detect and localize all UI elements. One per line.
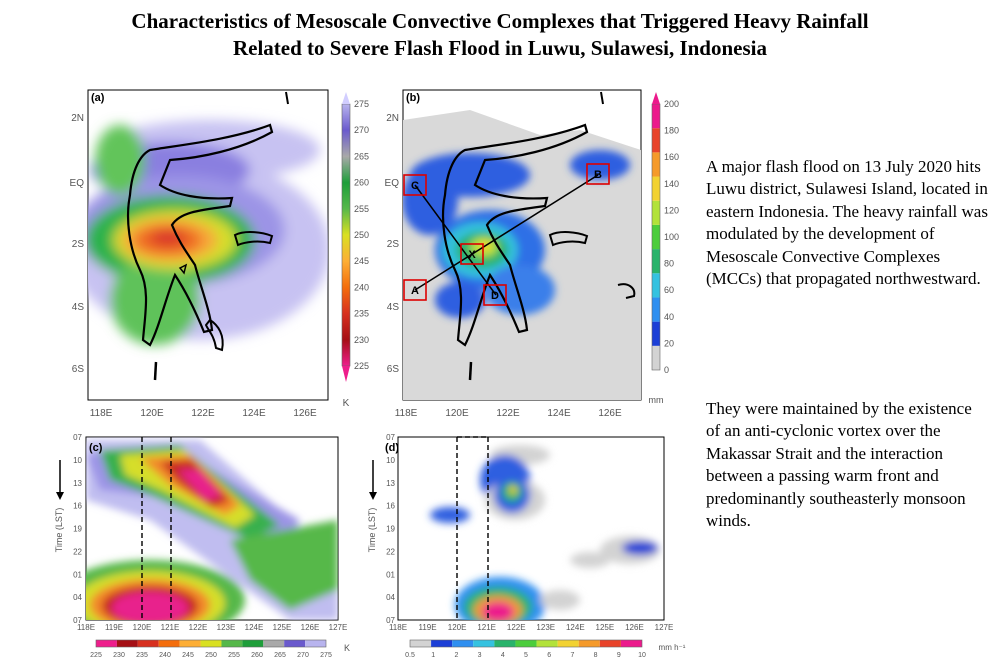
panel-d-colorbar bbox=[405, 640, 686, 659]
panel-a-label: (a) bbox=[91, 92, 105, 104]
box-label-d: D bbox=[491, 290, 499, 302]
time-tick: 22 bbox=[73, 547, 82, 557]
lat-tick: 2N bbox=[71, 113, 84, 124]
colorbar-c-unit: K bbox=[343, 643, 351, 653]
colorbar-tick: 245 bbox=[354, 256, 370, 267]
colorbar-tick: 235 bbox=[354, 308, 370, 319]
colorbar-tick: 250 bbox=[205, 652, 217, 659]
lon-tick: 126E bbox=[293, 408, 317, 419]
lon-tick: 121E bbox=[160, 623, 180, 632]
time-tick: 10 bbox=[386, 455, 395, 465]
lon-tick: 120E bbox=[447, 623, 467, 632]
lat-tick: 4S bbox=[71, 302, 84, 313]
colorbar-segment bbox=[652, 273, 660, 297]
colorbar-segment bbox=[652, 322, 660, 346]
summary-paragraph-2: They were maintained by the existence of an anti-cyclonic vortex over the Makassar Strait and the interaction between a passing warm front and predominantly southeasterly monsoon winds. bbox=[706, 399, 972, 531]
colorbar-segment bbox=[201, 640, 222, 647]
time-tick: 19 bbox=[73, 524, 82, 534]
colorbar-segment bbox=[621, 640, 642, 647]
colorbar-tick: 3 bbox=[477, 652, 482, 659]
colorbar-tick: 225 bbox=[354, 361, 370, 371]
colorbar-segment bbox=[263, 640, 284, 647]
colorbar-segment bbox=[96, 640, 117, 647]
time-tick: 22 bbox=[386, 547, 395, 557]
lon-tick: 125E bbox=[272, 623, 292, 632]
colorbar-segment bbox=[159, 640, 180, 647]
colorbar-tick: 230 bbox=[113, 652, 125, 659]
lat-tick: EQ bbox=[384, 178, 399, 189]
panel-a-lat-ticks bbox=[70, 113, 85, 375]
time-tick: 16 bbox=[73, 501, 82, 511]
lon-tick: 120E bbox=[140, 408, 164, 419]
colorbar-tick: 80 bbox=[664, 258, 675, 269]
colorbar-segment bbox=[494, 640, 515, 647]
time-tick: 07 bbox=[73, 616, 82, 625]
colorbar-tick: 60 bbox=[664, 285, 675, 296]
lon-tick: 124E bbox=[244, 623, 264, 632]
box-label-c: C bbox=[411, 180, 419, 192]
colorbar-tick: 120 bbox=[664, 205, 680, 216]
lon-tick: 120E bbox=[445, 408, 469, 419]
colorbar-tick: 230 bbox=[354, 334, 370, 345]
lon-tick: 127E bbox=[328, 623, 348, 632]
colorbar-segment bbox=[652, 177, 660, 201]
title-line-1: Characteristics of Mesoscale Convective Complexes that Triggered Heavy Rainfall bbox=[131, 9, 869, 33]
colorbar-tick: 260 bbox=[354, 177, 370, 188]
lon-tick: 119E bbox=[418, 623, 437, 632]
colorbar-tick: 100 bbox=[664, 232, 680, 242]
lon-tick: 118E bbox=[89, 408, 113, 419]
colorbar-segment bbox=[180, 640, 201, 647]
colorbar-tick: 0 bbox=[664, 365, 670, 375]
colorbar-segment bbox=[221, 640, 242, 647]
colorbar-tick: 275 bbox=[320, 652, 332, 659]
colorbar-segment bbox=[652, 152, 660, 176]
colorbar-tick: 200 bbox=[664, 99, 680, 109]
panel-c-hovmoller bbox=[54, 433, 347, 640]
colorbar-tick: 255 bbox=[354, 203, 370, 214]
colorbar-segment bbox=[652, 346, 660, 370]
colorbar-tick: 160 bbox=[664, 152, 680, 163]
colorbar-tick: 6 bbox=[547, 652, 552, 659]
colorbar-segment bbox=[305, 640, 326, 647]
box-label-b: B bbox=[594, 169, 602, 181]
box-label-x: X bbox=[468, 249, 476, 261]
colorbar-tick: 1 bbox=[431, 652, 436, 659]
lon-tick: 122E bbox=[496, 408, 520, 419]
colorbar-segment bbox=[652, 225, 660, 249]
panel-b-map bbox=[385, 90, 641, 419]
colorbar-segment bbox=[652, 128, 660, 152]
lon-tick: 124E bbox=[565, 623, 585, 632]
time-tick: 07 bbox=[386, 616, 395, 625]
colorbar-segment bbox=[473, 640, 494, 647]
lat-tick: 2N bbox=[386, 113, 399, 124]
time-tick: 13 bbox=[386, 478, 395, 488]
colorbar-tick: 180 bbox=[664, 125, 680, 136]
lon-tick: 124E bbox=[242, 408, 266, 419]
lat-tick: 2S bbox=[386, 239, 399, 250]
panel-d-hovmoller bbox=[367, 433, 673, 633]
panel-d-label: (d) bbox=[385, 442, 400, 454]
colorbar-a-unit: K bbox=[342, 398, 350, 409]
colorbar-tick: 4 bbox=[500, 652, 505, 659]
lon-tick: 126E bbox=[625, 623, 644, 632]
panel-c-label: (c) bbox=[89, 442, 103, 454]
lon-tick: 122E bbox=[188, 623, 208, 632]
colorbar-segment bbox=[652, 297, 660, 321]
colorbar-segment bbox=[431, 640, 452, 647]
lon-tick: 126E bbox=[598, 408, 622, 419]
time-tick: 10 bbox=[73, 455, 82, 465]
lat-tick: 6S bbox=[386, 364, 399, 375]
panel-c-time-label: Time (LST) bbox=[54, 507, 64, 553]
colorbar-tick: 270 bbox=[297, 652, 309, 659]
lon-tick: 127E bbox=[654, 623, 674, 632]
colorbar-tick: 250 bbox=[354, 230, 370, 240]
time-tick: 13 bbox=[73, 478, 82, 488]
lon-tick: 118E bbox=[76, 623, 96, 632]
lat-tick: 6S bbox=[71, 364, 84, 375]
panel-a-colorbar bbox=[342, 92, 369, 409]
colorbar-tick: 265 bbox=[274, 652, 286, 659]
colorbar-tick: 225 bbox=[90, 652, 102, 659]
colorbar-tick: 245 bbox=[182, 652, 194, 659]
panel-a-lon-ticks bbox=[90, 408, 317, 419]
colorbar-segment bbox=[452, 640, 473, 647]
colorbar-tick: 255 bbox=[228, 652, 240, 659]
colorbar-tick: 5 bbox=[524, 652, 528, 659]
time-tick: 16 bbox=[386, 501, 395, 511]
lon-tick: 123E bbox=[536, 623, 556, 632]
colorbar-tick: 140 bbox=[664, 178, 680, 189]
panel-a-map bbox=[70, 90, 330, 419]
colorbar-tick: 2 bbox=[454, 652, 459, 659]
time-tick: 19 bbox=[386, 524, 395, 534]
panel-c-colorbar bbox=[90, 640, 350, 659]
time-tick: 07 bbox=[73, 433, 82, 442]
colorbar-segment bbox=[558, 640, 579, 647]
colorbar-tick: 7 bbox=[570, 652, 575, 659]
time-tick: 01 bbox=[73, 570, 82, 580]
colorbar-tick: 240 bbox=[159, 652, 171, 659]
colorbar-tick: 10 bbox=[638, 652, 646, 659]
lon-tick: 122E bbox=[191, 408, 215, 419]
colorbar-tick: 9 bbox=[616, 652, 621, 659]
panel-b-label: (b) bbox=[406, 92, 421, 104]
colorbar-segment bbox=[652, 249, 660, 273]
colorbar-segment bbox=[284, 640, 305, 647]
lon-tick: 125E bbox=[595, 623, 615, 632]
lon-tick: 121E bbox=[477, 623, 497, 632]
colorbar-segment bbox=[242, 640, 263, 647]
panel-b-lon-ticks bbox=[395, 408, 622, 419]
lon-tick: 120E bbox=[132, 623, 152, 632]
colorbar-tick: 8 bbox=[593, 652, 598, 659]
lon-tick: 122E bbox=[506, 623, 526, 632]
colorbar-tick: 235 bbox=[136, 652, 148, 659]
colorbar-tick: 0.5 bbox=[405, 652, 415, 659]
lon-tick: 118E bbox=[394, 408, 418, 419]
colorbar-tick: 40 bbox=[664, 311, 675, 322]
colorbar-segment bbox=[652, 104, 660, 128]
colorbar-tick: 240 bbox=[354, 282, 370, 293]
panel-b-lat-ticks bbox=[385, 113, 400, 375]
panel-b-colorbar bbox=[649, 92, 680, 405]
lon-tick: 126E bbox=[300, 623, 320, 632]
lon-tick: 119E bbox=[104, 623, 124, 632]
time-tick: 07 bbox=[386, 433, 395, 442]
colorbar-tick: 270 bbox=[354, 125, 370, 136]
panel-d-time-label: Time (LST) bbox=[367, 507, 377, 553]
time-tick: 01 bbox=[386, 570, 395, 580]
lat-tick: 2S bbox=[71, 239, 84, 250]
colorbar-segment bbox=[579, 640, 600, 647]
lat-tick: EQ bbox=[69, 178, 84, 189]
colorbar-d-unit: mm h⁻¹ bbox=[658, 643, 686, 652]
time-tick: 04 bbox=[73, 593, 82, 603]
colorbar-segment bbox=[515, 640, 536, 647]
colorbar-segment bbox=[138, 640, 159, 647]
colorbar-tick: 265 bbox=[354, 151, 370, 162]
lon-tick: 124E bbox=[547, 408, 571, 419]
colorbar-tick: 275 bbox=[354, 99, 370, 109]
time-tick: 04 bbox=[386, 593, 395, 603]
colorbar-segment bbox=[410, 640, 431, 647]
box-label-a: A bbox=[411, 285, 419, 297]
colorbar-segment bbox=[600, 640, 621, 647]
colorbar-tick: 260 bbox=[251, 652, 263, 659]
colorbar-segment bbox=[117, 640, 138, 647]
summary-paragraph-1: A major flash flood on 13 July 2020 hits Luwu district, Sulawesi Island, located in eastern Indonesia. The heavy rainfall was modulated by the development of Mesoscale Convective Complexes (MCCs) that propagated northwestward. bbox=[706, 157, 988, 289]
colorbar-segment bbox=[652, 201, 660, 225]
colorbar-segment bbox=[537, 640, 558, 647]
lon-tick: 118E bbox=[388, 623, 408, 632]
lon-tick: 123E bbox=[216, 623, 236, 632]
colorbar-tick: 20 bbox=[664, 338, 675, 349]
lat-tick: 4S bbox=[386, 302, 399, 313]
title-line-2: Related to Severe Flash Flood in Luwu, Sulawesi, Indonesia bbox=[232, 36, 767, 60]
colorbar-b-unit: mm bbox=[648, 395, 664, 405]
